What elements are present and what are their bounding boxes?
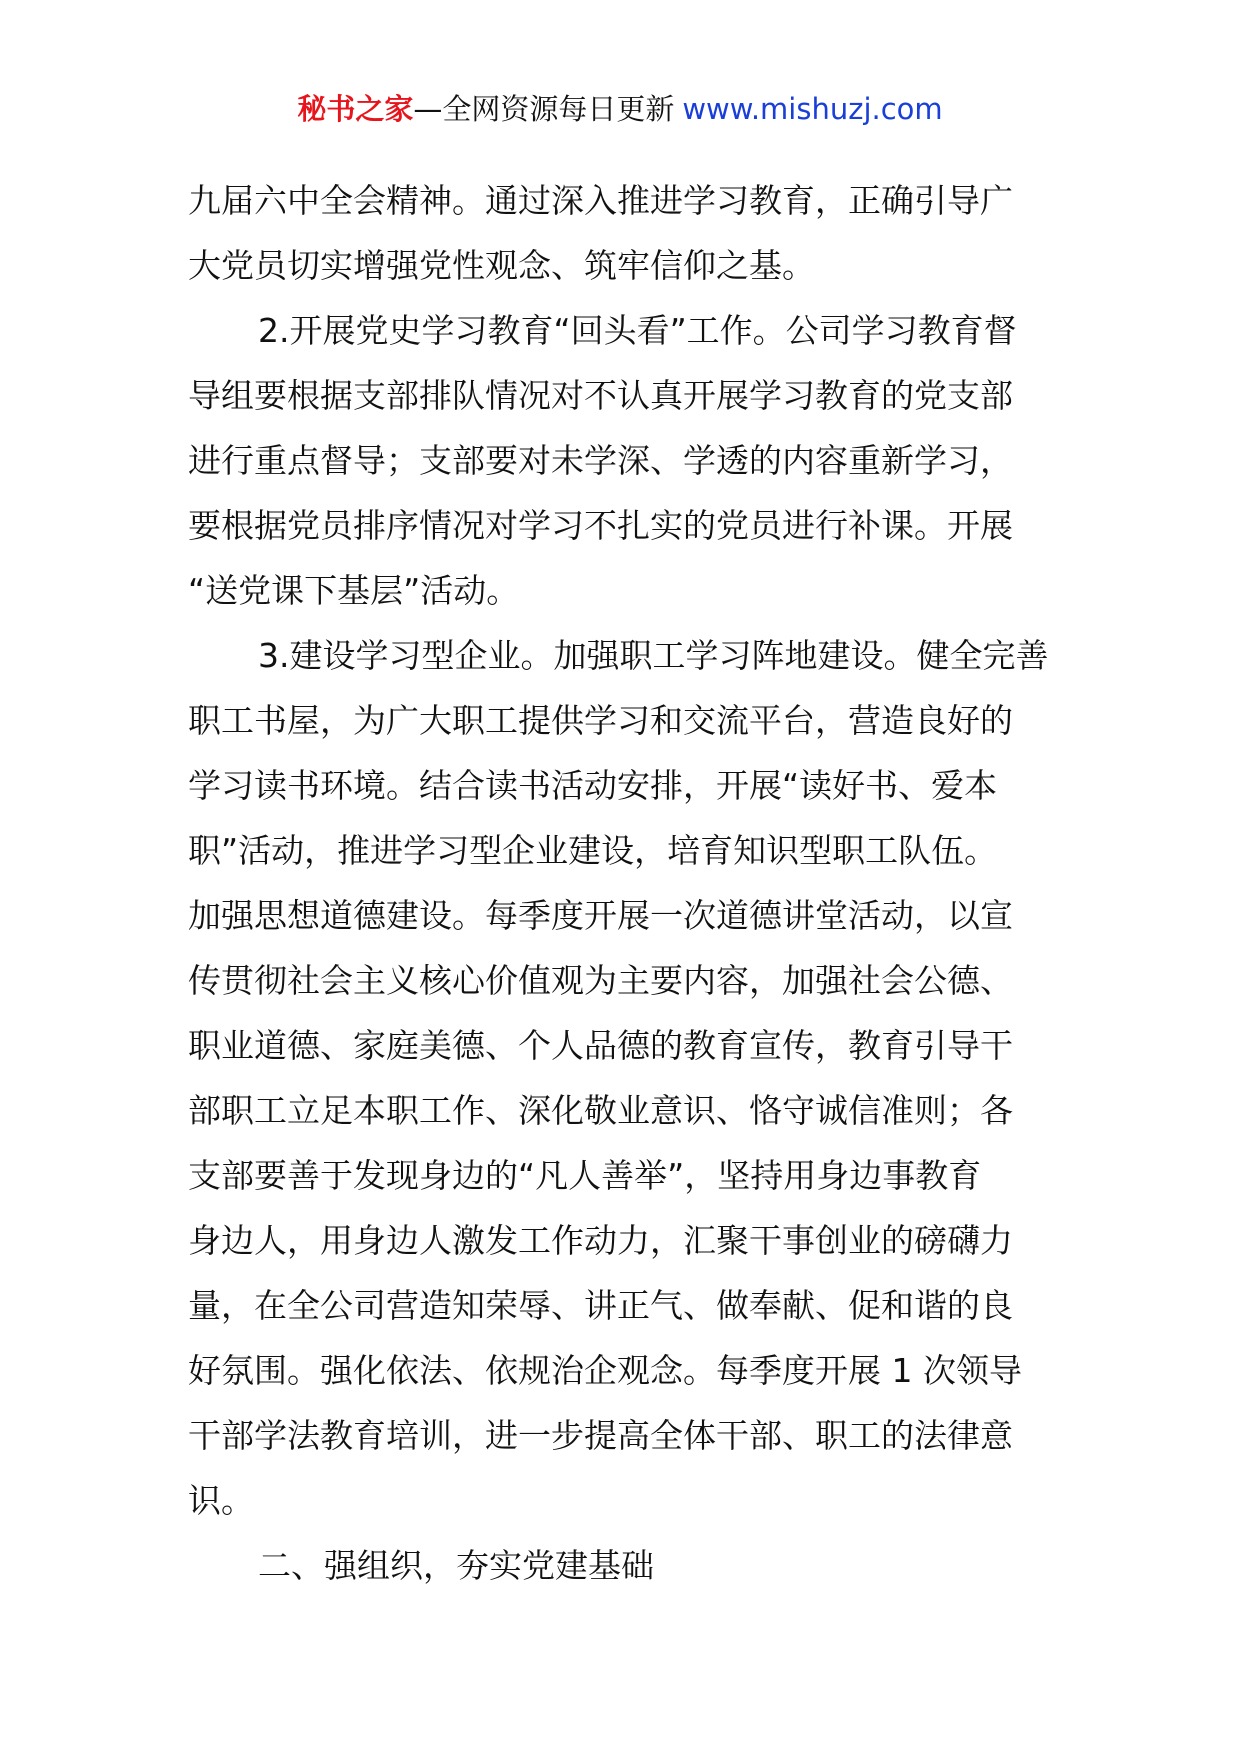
document-body: [188, 168, 1068, 1598]
text-line: 传贯彻社会主义核心价值观为主要内容，加强社会公德、: [188, 961, 1013, 1000]
text-line: 3.建设学习型企业。加强职工学习阵地建设。健全完善: [258, 636, 1049, 675]
header-slogan: —全网资源每日更新: [413, 92, 675, 126]
text-line: 识。: [188, 1481, 254, 1520]
text-line: 加强思想道德建设。每季度开展一次道德讲堂活动，以宣: [188, 896, 1013, 935]
text-line: 进行重点督导；支部要对未学深、学透的内容重新学习，: [188, 441, 1013, 480]
text-line: 导组要根据支部排队情况对不认真开展学习教育的党支部: [188, 376, 1013, 415]
text-line: 干部学法教育培训，进一步提高全体干部、职工的法律意: [188, 1416, 1013, 1455]
text-line: 学习读书环境。结合读书活动安排，开展“读好书、爱本: [188, 766, 998, 805]
text-line: 职业道德、家庭美德、个人品德的教育宣传，教育引导干: [188, 1026, 1013, 1065]
text-line: 部职工立足本职工作、深化敬业意识、恪守诚信准则；各: [188, 1091, 1013, 1130]
text-line: 要根据党员排序情况对学习不扎实的党员进行补课。开展: [188, 506, 1013, 545]
text-line: 身边人，用身边人激发工作动力，汇聚干事创业的磅礴力: [188, 1221, 1013, 1260]
text-line: “送党课下基层”活动。: [188, 571, 520, 610]
text-line: 好氛围。强化依法、依规治企观念。每季度开展 1 次领导: [188, 1351, 1022, 1390]
section-heading: 二、强组织，夯实党建基础: [258, 1546, 654, 1585]
text-line: 大党员切实增强党性观念、筑牢信仰之基。: [188, 246, 815, 285]
text-line: 量，在全公司营造知荣辱、讲正气、做奉献、促和谐的良: [188, 1286, 1013, 1325]
brand-name: 秘书之家: [297, 92, 414, 126]
page-header: [0, 88, 1240, 130]
text-line: 职工书屋，为广大职工提供学习和交流平台，营造良好的: [188, 701, 1013, 740]
text-line: 支部要善于发现身边的“凡人善举”，坚持用身边事教育: [188, 1156, 982, 1195]
text-line: 职”活动，推进学习型企业建设，培育知识型职工队伍。: [188, 831, 998, 870]
header-url-link[interactable]: www.mishuzj.com: [682, 92, 943, 126]
text-line: 2.开展党史学习教育“回头看”工作。公司学习教育督: [258, 311, 1017, 350]
text-line: 九届六中全会精神。通过深入推进学习教育，正确引导广: [188, 181, 1013, 220]
